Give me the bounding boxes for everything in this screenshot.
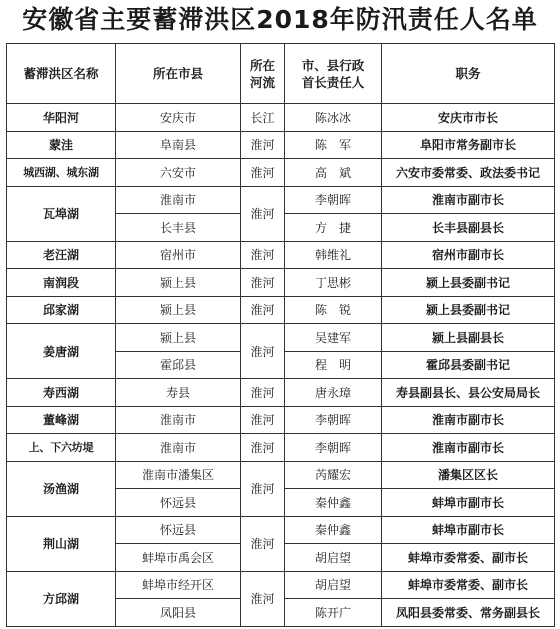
cell-duty: 宿州市副市长 [382, 241, 555, 269]
cell-area-name: 荆山湖 [7, 516, 116, 571]
table-row [7, 131, 555, 159]
cell-river: 长江 [241, 104, 285, 132]
cell-duty: 潘集区区长 [382, 461, 555, 489]
cell-city-county: 颍上县 [116, 324, 241, 352]
table-row [7, 516, 555, 544]
table-row [7, 406, 555, 434]
cell-duty: 长丰县副县长 [382, 214, 555, 242]
table-body [7, 104, 555, 627]
cell-area-name: 姜唐湖 [7, 324, 116, 379]
cell-area-name: 蒙洼 [7, 131, 116, 159]
cell-city-county: 宿州市 [116, 241, 241, 269]
header-chief-line1: 市、县行政 [301, 57, 365, 73]
cell-city-county: 蚌埠市禹会区 [116, 544, 241, 572]
cell-city-county: 颍上县 [116, 296, 241, 324]
table-row [7, 269, 555, 297]
cell-area-name: 董峰湖 [7, 406, 116, 434]
cell-city-county: 淮南市 [116, 434, 241, 462]
table-row [7, 324, 555, 352]
cell-river: 淮河 [241, 241, 285, 269]
cell-city-county: 淮南市 [116, 406, 241, 434]
cell-chief-name: 方 捷 [285, 214, 382, 242]
cell-city-county: 阜南县 [116, 131, 241, 159]
cell-river: 淮河 [241, 379, 285, 407]
cell-chief-name: 唐永璋 [285, 379, 382, 407]
cell-duty: 安庆市市长 [382, 104, 555, 132]
cell-duty: 颍上县委副书记 [382, 296, 555, 324]
cell-duty: 蚌埠市委常委、副市长 [382, 544, 555, 572]
cell-area-name: 华阳河 [7, 104, 116, 132]
cell-river: 淮河 [241, 296, 285, 324]
cell-river: 淮河 [241, 571, 285, 626]
cell-chief-name: 吴建军 [285, 324, 382, 352]
table-header-row [7, 44, 555, 104]
cell-area-name: 方邱湖 [7, 571, 116, 626]
header-river-line1: 所在 [249, 57, 275, 73]
cell-chief-name: 陈开广 [285, 599, 382, 627]
header-city-county: 所在市县 [116, 44, 241, 104]
cell-river: 淮河 [241, 516, 285, 571]
cell-chief-name: 李朝晖 [285, 434, 382, 462]
cell-area-name: 瓦埠湖 [7, 186, 116, 241]
cell-chief-name: 胡启望 [285, 544, 382, 572]
cell-area-name: 汤渔湖 [7, 461, 116, 516]
table-row [7, 434, 555, 462]
table-row [7, 159, 555, 187]
header-area-name: 蓄滞洪区名称 [7, 44, 116, 104]
cell-area-name: 老汪湖 [7, 241, 116, 269]
cell-area-name: 南润段 [7, 269, 116, 297]
cell-duty: 蚌埠市副市长 [382, 489, 555, 517]
cell-river: 淮河 [241, 434, 285, 462]
table-row [7, 461, 555, 489]
cell-duty: 颍上县副县长 [382, 324, 555, 352]
cell-chief-name: 高 斌 [285, 159, 382, 187]
cell-chief-name: 秦仲鑫 [285, 516, 382, 544]
cell-chief-name: 陈 军 [285, 131, 382, 159]
cell-city-county: 怀远县 [116, 489, 241, 517]
cell-area-name: 上、下六坊堤 [7, 434, 116, 462]
cell-city-county: 淮南市 [116, 186, 241, 214]
cell-city-county: 怀远县 [116, 516, 241, 544]
cell-chief-name: 胡启望 [285, 571, 382, 599]
cell-city-county: 蚌埠市经开区 [116, 571, 241, 599]
table-row [7, 571, 555, 599]
cell-river: 淮河 [241, 269, 285, 297]
cell-duty: 寿县副县长、县公安局局长 [382, 379, 555, 407]
cell-area-name: 城西湖、城东湖 [7, 159, 116, 187]
header-river [241, 44, 285, 104]
cell-chief-name: 李朝晖 [285, 186, 382, 214]
cell-chief-name: 丁思彬 [285, 269, 382, 297]
header-chief-line2: 首长责任人 [301, 74, 365, 90]
cell-chief-name: 芮耀宏 [285, 461, 382, 489]
cell-river: 淮河 [241, 131, 285, 159]
cell-chief-name: 韩维礼 [285, 241, 382, 269]
cell-city-county: 淮南市潘集区 [116, 461, 241, 489]
cell-duty: 蚌埠市委常委、副市长 [382, 571, 555, 599]
document-title: 安徽省主要蓄滞洪区2018年防汛责任人名单 [22, 5, 538, 34]
cell-river: 淮河 [241, 461, 285, 516]
cell-duty: 阜阳市常务副市长 [382, 131, 555, 159]
table-row [7, 104, 555, 132]
cell-river: 淮河 [241, 324, 285, 379]
header-river-line2: 河流 [249, 74, 275, 90]
cell-city-county: 安庆市 [116, 104, 241, 132]
cell-duty: 六安市委常委、政法委书记 [382, 159, 555, 187]
responsibility-table [6, 43, 555, 627]
cell-chief-name: 陈冰冰 [285, 104, 382, 132]
cell-city-county: 六安市 [116, 159, 241, 187]
cell-river: 淮河 [241, 406, 285, 434]
cell-city-county: 霍邱县 [116, 351, 241, 379]
cell-duty: 淮南市副市长 [382, 186, 555, 214]
header-duty: 职务 [382, 44, 555, 104]
table-row [7, 186, 555, 214]
table-row [7, 241, 555, 269]
table-row [7, 296, 555, 324]
cell-duty: 淮南市副市长 [382, 406, 555, 434]
cell-river: 淮河 [241, 186, 285, 241]
cell-city-county: 颍上县 [116, 269, 241, 297]
table-row [7, 379, 555, 407]
header-chief [285, 44, 382, 104]
cell-duty: 蚌埠市副市长 [382, 516, 555, 544]
cell-chief-name: 秦仲鑫 [285, 489, 382, 517]
cell-river: 淮河 [241, 159, 285, 187]
cell-city-county: 寿县 [116, 379, 241, 407]
cell-city-county: 凤阳县 [116, 599, 241, 627]
cell-chief-name: 陈 锐 [285, 296, 382, 324]
cell-chief-name: 李朝晖 [285, 406, 382, 434]
cell-duty: 凤阳县委常委、常务副县长 [382, 599, 555, 627]
cell-area-name: 寿西湖 [7, 379, 116, 407]
cell-duty: 淮南市副市长 [382, 434, 555, 462]
cell-area-name: 邱家湖 [7, 296, 116, 324]
cell-chief-name: 程 明 [285, 351, 382, 379]
cell-city-county: 长丰县 [116, 214, 241, 242]
cell-duty: 霍邱县委副书记 [382, 351, 555, 379]
cell-duty: 颍上县委副书记 [382, 269, 555, 297]
